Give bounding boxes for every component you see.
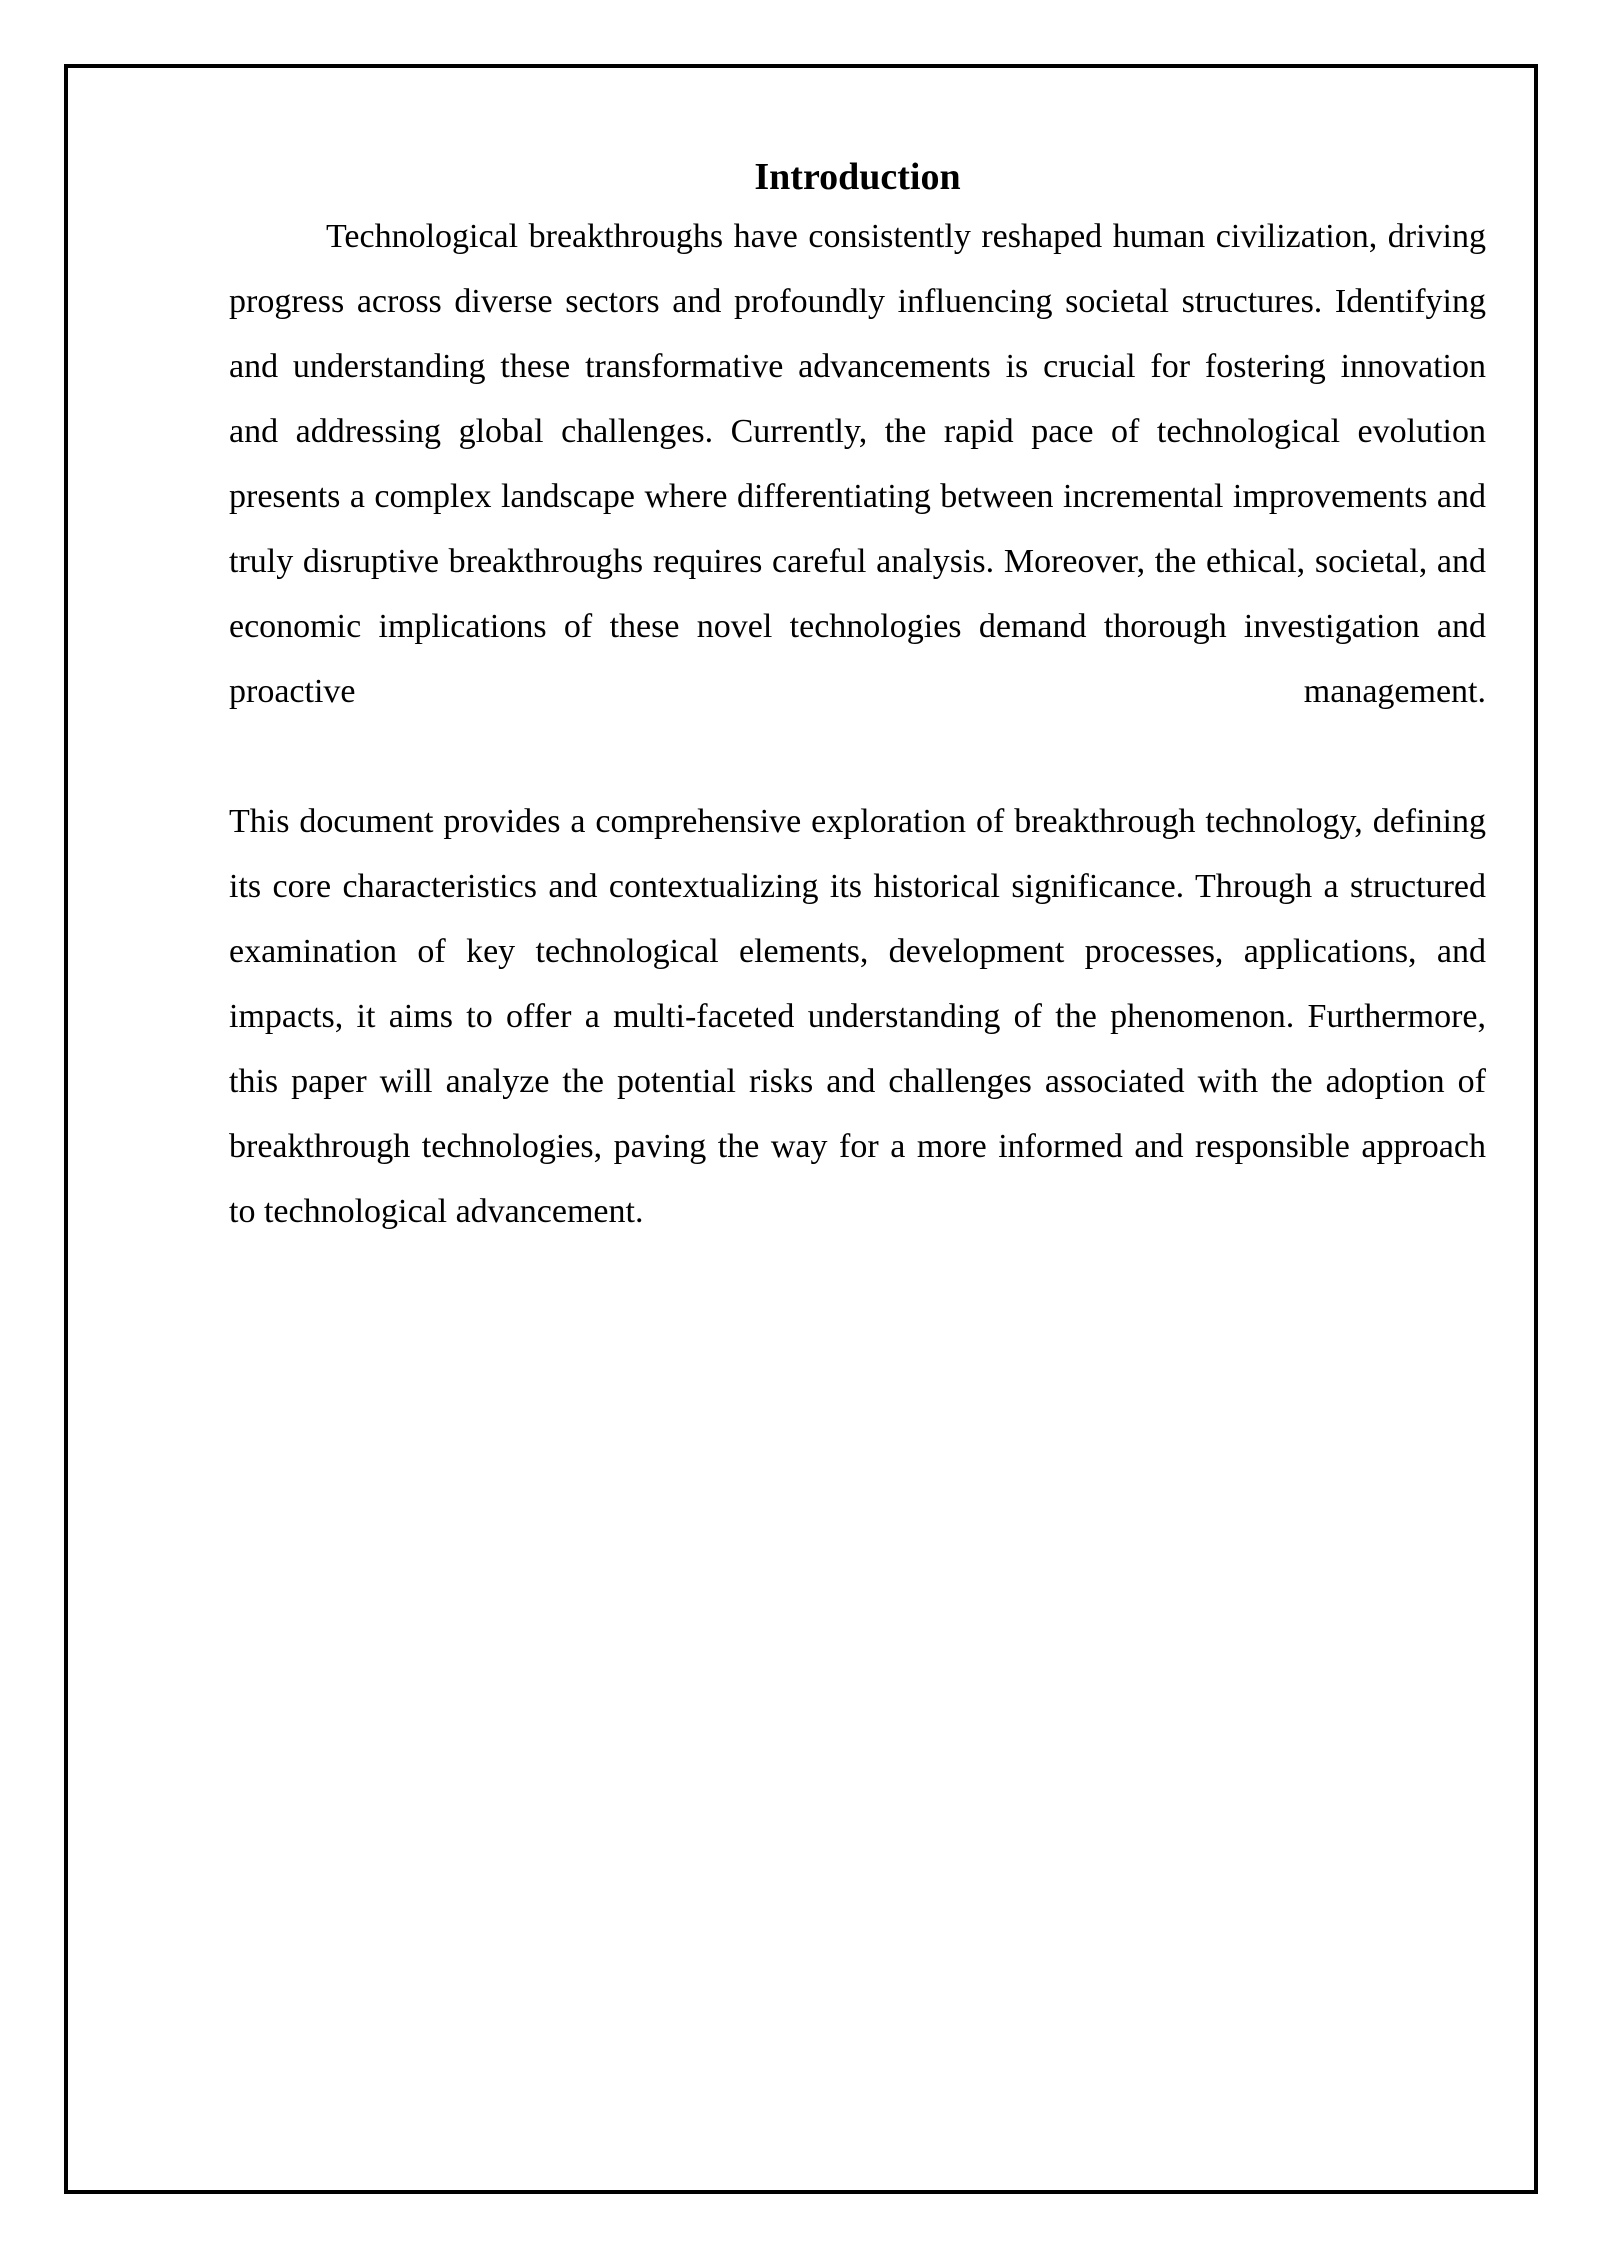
paragraph-2: This document provides a comprehensive exploration of breakthrough technology, defining its core characteristics and contextualizing its historical significance. Through a structured examination of key technological elements, development processes, applications, and impacts, it aims to offer a multi-faceted understanding of the phenomenon. Furthermore, this paper will analyze the potential risks and challenges associated with the adoption of breakthrough technologies, paving the way for a more informed and responsible approach to technological advancement. [229, 803, 1486, 1230]
document-body [229, 150, 1486, 1244]
section-title: Introduction [754, 156, 961, 198]
paragraph-1: Technological breakthroughs have consistently reshaped human civilization, driving progress across diverse sectors and profoundly influencing societal structures. Identifying and understanding these transformative advancements is crucial for fostering innovation and addressing global challenges. Currently, the rapid pace of technological evolution presents a complex landscape where differentiating between incremental improvements and truly disruptive breakthroughs requires careful analysis. Moreover, the ethical, societal, and economic implications of these novel technologies demand thorough investigation and proactive management. [229, 218, 1486, 710]
